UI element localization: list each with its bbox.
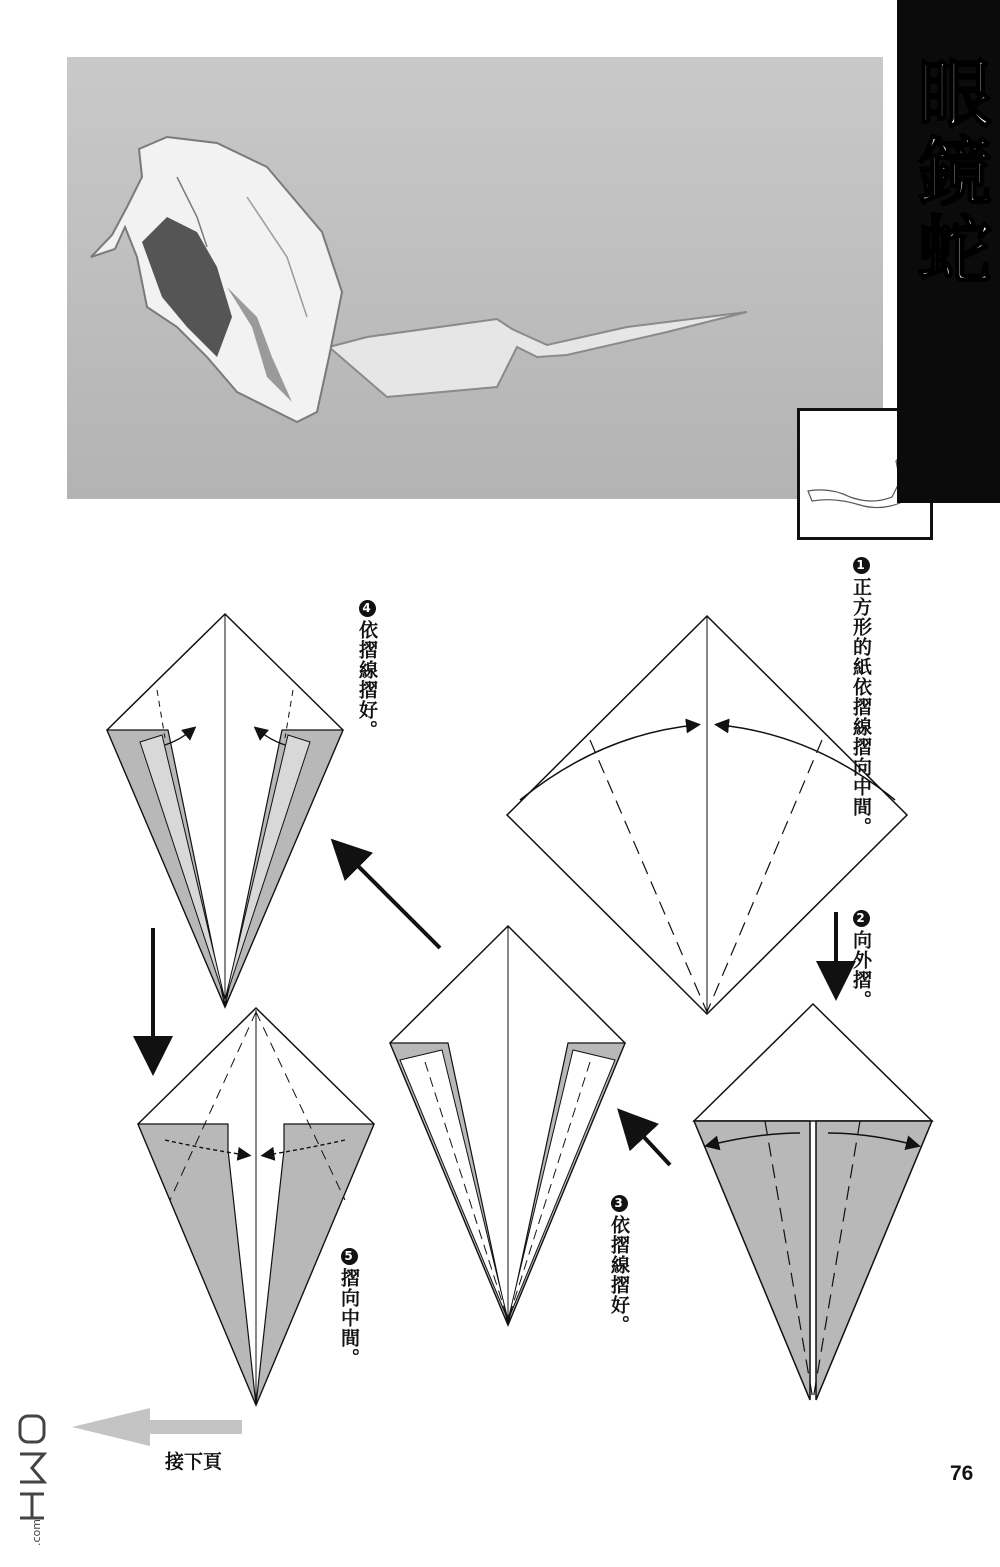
- step-2-label: [850, 910, 872, 1020]
- step-2-number: 2: [853, 910, 870, 927]
- step-4-number: 4: [359, 600, 376, 617]
- step-5-label: [338, 1248, 360, 1378]
- step2-diagram: [694, 1004, 932, 1400]
- site-watermark-logo: [14, 1410, 54, 1560]
- svg-text:.com: .com: [30, 1519, 43, 1546]
- page-title: 眼鏡蛇: [906, 55, 992, 289]
- step-4-label: [356, 600, 378, 760]
- step-1-text: 正方形的紙依摺線摺向中間。: [850, 577, 872, 837]
- step-3-label: [608, 1195, 630, 1345]
- step1-diagram: [507, 616, 907, 1014]
- step4-diagram: [107, 614, 343, 1007]
- step-4-text: 依摺線摺好。: [356, 620, 378, 740]
- step-3-text: 依摺線摺好。: [608, 1215, 630, 1335]
- step-arrow-up-left: [342, 850, 440, 948]
- page-number: 76: [950, 1462, 974, 1485]
- step-5-number: 5: [341, 1248, 358, 1265]
- step-1-label: [850, 557, 872, 837]
- step3-diagram: [390, 926, 625, 1325]
- step-3-number: 3: [611, 1195, 628, 1212]
- step-5-text: 摺向中間。: [338, 1268, 360, 1368]
- step-2-text: 向外摺。: [850, 930, 872, 1010]
- next-page-arrow: [72, 1408, 242, 1446]
- next-page-label: 接下頁: [165, 1451, 223, 1473]
- step-1-number: 1: [853, 557, 870, 574]
- step-arrow-left-up: [628, 1120, 670, 1165]
